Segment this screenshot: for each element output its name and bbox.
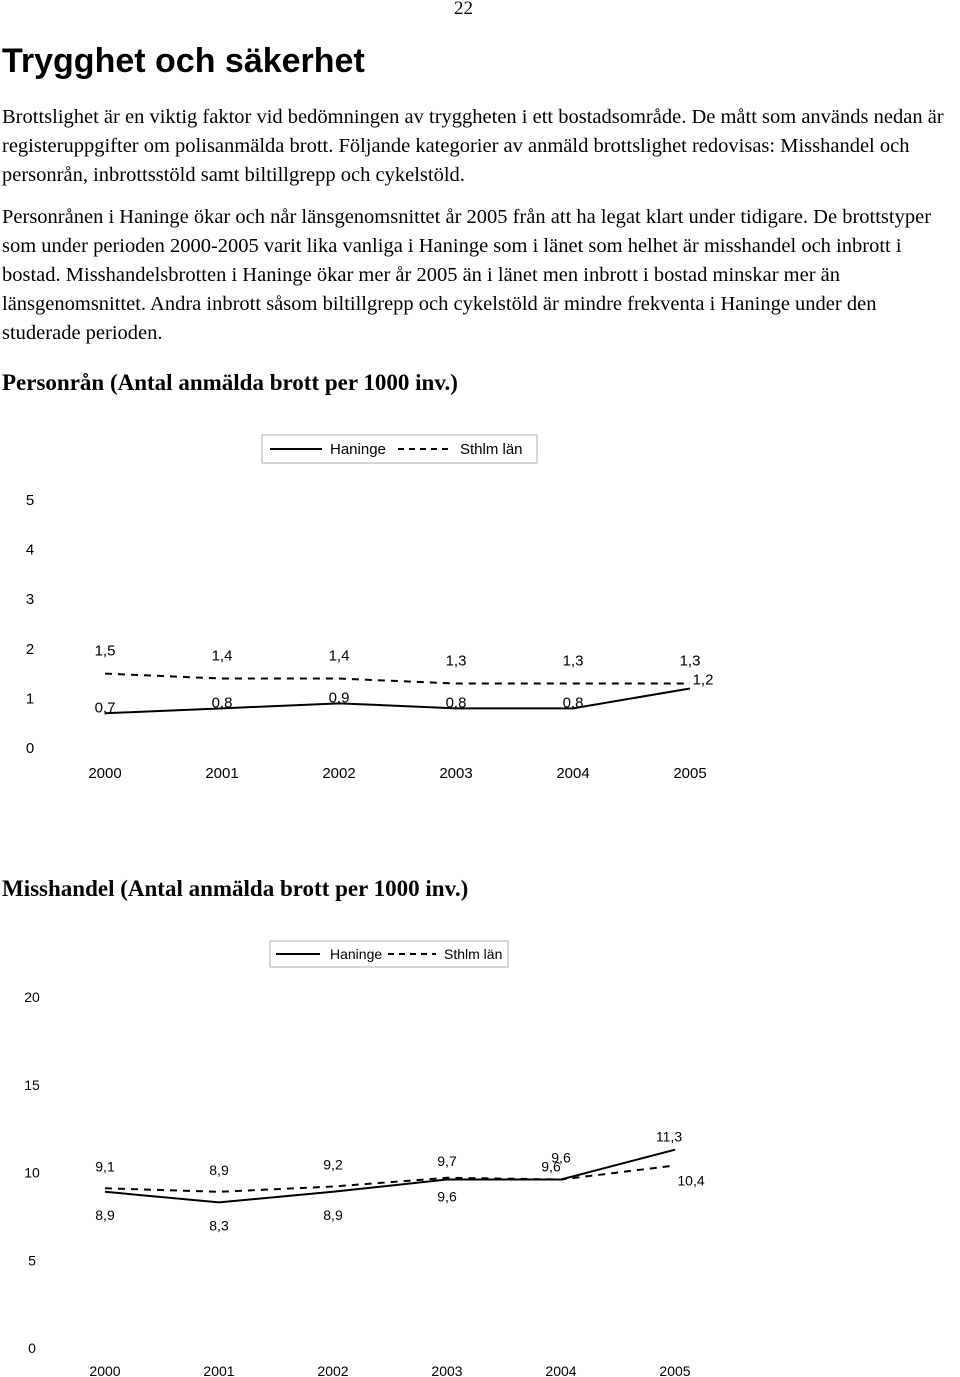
data-label: 9,1 xyxy=(95,1158,115,1175)
data-label: 8,9 xyxy=(95,1206,115,1223)
page-heading: Trygghet och säkerhet xyxy=(2,42,365,80)
data-label: 9,7 xyxy=(437,1152,457,1169)
data-label: 1,4 xyxy=(211,647,233,665)
data-label: 1,3 xyxy=(562,652,584,670)
y-tick-label: 20 xyxy=(24,989,40,1005)
x-tick-label: 2003 xyxy=(439,765,473,782)
y-tick-label: 5 xyxy=(25,492,35,509)
x-tick-label: 2001 xyxy=(205,765,239,782)
y-tick-label: 3 xyxy=(25,591,35,609)
legend-label-0: Haninge xyxy=(330,946,383,962)
chart-personran xyxy=(0,430,960,800)
analysis-paragraph: Personrånen i Haninge ökar och når länsgenomsnittet år 2005 från att ha legat klart under tidigare. De brottstyper som under perioden 2000-2005 varit lika vanliga i Haninge som i länet som helhet är misshandel och inbrott i bostad. Misshandelsbrotten i Haninge ökar mer år 2005 än i länet men inbrott i bostad minskar mer än länsgenomsnittet. Andra inbrott såsom biltillgrepp och cykelstöld är mindre frekventa i Haninge under den studerade perioden. xyxy=(2,206,932,344)
chart-title-personran: Personrån (Antal anmälda brott per 1000 inv.) xyxy=(2,370,458,395)
series-line-haninge xyxy=(105,688,690,713)
x-tick-label: 2000 xyxy=(88,765,122,782)
x-tick-label: 2004 xyxy=(545,1363,577,1377)
data-label: 1,5 xyxy=(94,642,116,660)
x-tick-label: 2002 xyxy=(317,1363,349,1377)
data-label: 0,8 xyxy=(211,694,233,712)
intro-paragraph: Brottslighet är en viktig faktor vid bedömningen av tryggheten i ett bostadsområde. De mått som används nedan är registeruppgifter om polisanmälda brott. Följande kategorier av anmäld brottslighet redovisas: Misshandel och personrån, inbrottsstöld samt biltillgrepp och cykelstöld. xyxy=(2,106,944,186)
data-label: 1,3 xyxy=(445,652,467,670)
x-tick-label: 2002 xyxy=(322,765,356,782)
x-tick-label: 2000 xyxy=(89,1363,121,1377)
x-tick-label: 2003 xyxy=(431,1363,463,1377)
data-label: 9,6 xyxy=(551,1149,571,1166)
legend-label-1: Sthlm län xyxy=(444,946,503,962)
y-tick-label: 5 xyxy=(28,1252,36,1269)
y-tick-label: 1 xyxy=(25,690,35,708)
data-label: 8,9 xyxy=(209,1161,229,1178)
x-tick-label: 2005 xyxy=(659,1363,691,1377)
data-label: 11,3 xyxy=(655,1128,683,1145)
data-label: 1,3 xyxy=(679,652,701,670)
x-tick-label: 2001 xyxy=(203,1363,235,1377)
data-label: 9,6 xyxy=(541,1158,561,1175)
x-tick-label: 2005 xyxy=(673,765,707,782)
data-label: 1,2 xyxy=(692,671,714,689)
legend-label-0: Haninge xyxy=(330,441,386,458)
data-label: 1,4 xyxy=(328,647,350,665)
y-tick-label: 0 xyxy=(28,1340,36,1356)
data-label: 0,9 xyxy=(328,689,350,707)
data-label: 8,9 xyxy=(323,1206,343,1223)
y-tick-label: 0 xyxy=(25,740,35,757)
y-tick-label: 2 xyxy=(25,640,35,658)
data-label: 9,2 xyxy=(323,1156,343,1173)
chart-misshandel xyxy=(0,935,960,1377)
data-label: 9,6 xyxy=(437,1188,457,1205)
data-label: 0,7 xyxy=(94,699,116,717)
y-tick-label: 4 xyxy=(25,541,35,559)
series-line-sthlm-lan xyxy=(105,1165,675,1191)
page-number: 22 xyxy=(454,0,473,19)
data-label: 0,8 xyxy=(445,694,467,712)
legend-label-1: Sthlm län xyxy=(460,441,523,458)
data-label: 0,8 xyxy=(562,694,584,712)
y-tick-label: 15 xyxy=(24,1076,40,1093)
series-line-sthlm-lan xyxy=(105,674,690,684)
data-label: 10,4 xyxy=(677,1172,705,1189)
data-label: 8,3 xyxy=(209,1217,229,1234)
chart-title-misshandel: Misshandel (Antal anmälda brott per 1000 inv.) xyxy=(2,876,469,901)
x-tick-label: 2004 xyxy=(556,765,590,782)
y-tick-label: 10 xyxy=(24,1164,40,1181)
